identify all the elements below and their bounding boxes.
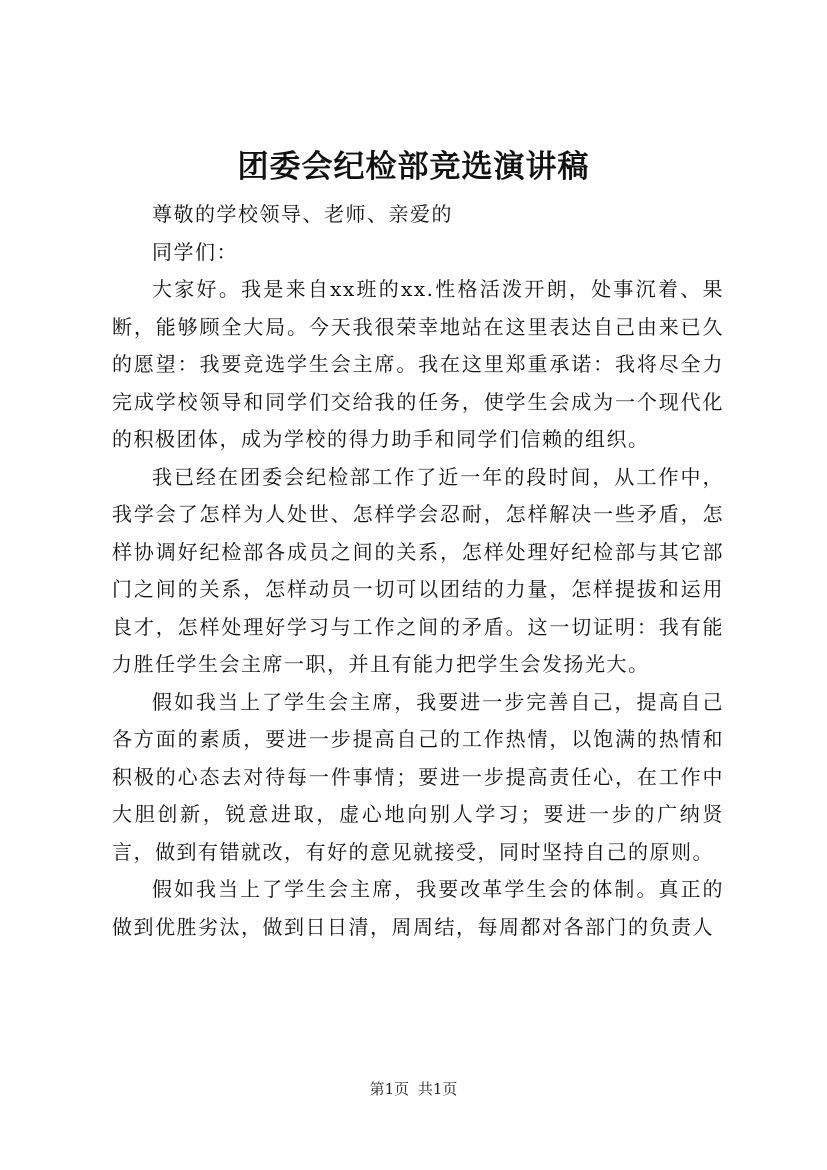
page-footer <box>0 1078 827 1100</box>
salutation-line: 同学们： <box>152 239 238 264</box>
document-title: 团委会纪检部竞选演讲稿 <box>237 149 590 185</box>
page-total: 共1页 <box>417 1080 458 1098</box>
body-paragraph: 假如我当上了学生会主席，我要改革学生会的体制。真正的做到优胜劣汰，做到日日清，周周结，每周都对各部门的负责人 <box>112 877 724 939</box>
salutation-line: 尊敬的学校领导、老师、亲爱的 <box>152 202 453 226</box>
body-paragraph: 我已经在团委会纪检部工作了近一年的段时间，从工作中，我学会了怎样为人处世、怎样学会忍耐，怎样解决一些矛盾，怎样协调好纪检部各成员之间的关系，怎样处理好纪检部与其它部门之间的关系，怎样动员一切可以团结的力量，怎样提拔和运用良才，怎样处理好学习与工作之间的矛盾。这一切证明：我有能力胜任学生会主席一职，并且有能力把学生会发扬光大。 <box>112 464 724 676</box>
body-paragraph: 大家好。我是来自xx班的xx.性格活泼开朗，处事沉着、果断，能够顾全大局。今天我很荣幸地站在这里表达自己由来已久的愿望：我要竞选学生会主席。我在这里郑重承诺：我将尽全力完成学校领导和同学们交给我的任务，使学生会成为一个现代化的积极团体，成为学校的得力助手和同学们信赖的组织。 <box>112 277 724 451</box>
body-paragraph: 假如我当上了学生会主席，我要进一步完善自己，提高自己各方面的素质，要进一步提高自己的工作热情，以饱满的热情和积极的心态去对待每一件事情；要进一步提高责任心，在工作中大胆创新，锐意进取，虚心地向别人学习；要进一步的广纳贤言，做到有错就改，有好的意见就接受，同时坚持自己的原则。 <box>112 689 724 864</box>
page-number: 第1页 <box>369 1080 410 1098</box>
document-body <box>112 196 724 946</box>
